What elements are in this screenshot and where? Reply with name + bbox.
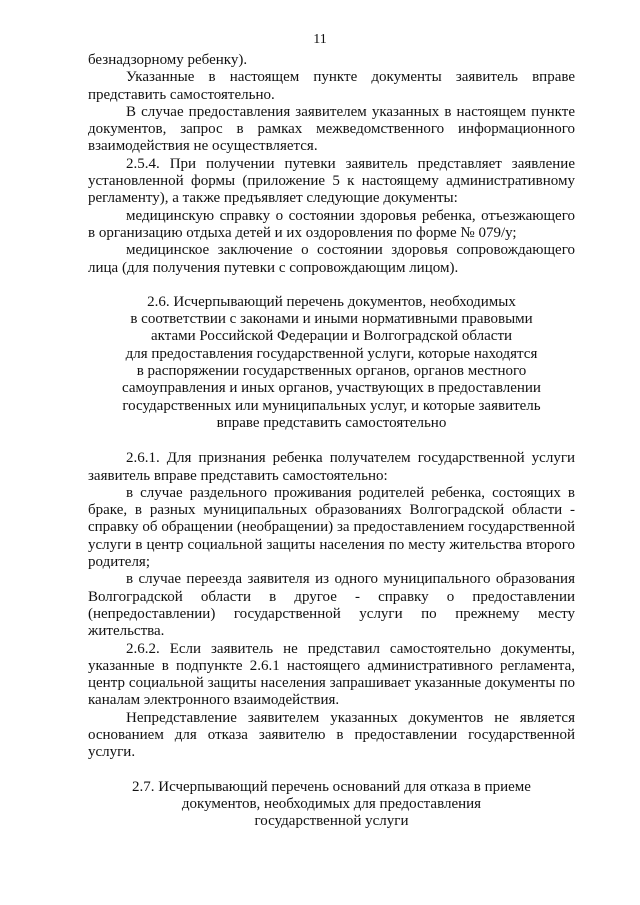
page-number: 11 (313, 32, 327, 47)
section-heading-2-6 (88, 294, 575, 432)
paragraph-2-6-1: 2.6.1. Для признания ребенка получателем государственной услуги заявитель вправе представить самостоятельно: (88, 450, 575, 484)
paragraph-continuation: безнадзорному ребенку). (88, 52, 248, 68)
paragraph-relocation: в случае переезда заявителя из одного муниципального образования Волгоградской области в другое - справку о предоставлении (непредоставлении) государственной услуги по прежнему месту жительства. (88, 571, 575, 640)
heading-line: 2.6. Исчерпывающий перечень документов, необходимых (147, 293, 516, 310)
heading-line: государственной услуги (254, 813, 409, 830)
spacer (88, 762, 575, 779)
heading-line: для предоставления государственной услуги, которые находятся (125, 345, 538, 362)
heading-line: 2.7. Исчерпывающий перечень оснований для отказа в приеме (132, 778, 531, 795)
paragraph-non-submission: Непредставление заявителем указанных документов не является основанием для отказа заявителю в предоставлении государственной услуги. (88, 709, 575, 761)
paragraph-separate-residence: в случае раздельного проживания родителей ребенка, состоящих в браке, в разных муниципальных образованиях Волгоградской области - справку об обращении (необращении) за предоставлением государственной услуги в центр социальной защиты населения по месту жительства второго родителя; (88, 484, 575, 571)
spacer (88, 277, 575, 294)
section-heading-2-7 (88, 779, 575, 831)
heading-line: государственных или муниципальных услуг, и которые заявитель (122, 397, 541, 414)
heading-line: самоуправления и иных органов, участвующих в предоставлении (122, 380, 541, 397)
spacer (88, 432, 575, 450)
heading-line: вправе представить самостоятельно (216, 414, 447, 431)
heading-line: актами Российской Федерации и Волгоградской области (150, 328, 513, 345)
heading-line: в распоряжении государственных органов, органов местного (136, 363, 527, 380)
heading-line: документов, необходимых для предоставления (181, 795, 482, 812)
paragraph-medical-conclusion: медицинское заключение о состоянии здоровья сопровождающего лица (для получения путевки с сопровождающим лицом). (88, 242, 575, 276)
paragraph-2-5-4: 2.5.4. При получении путевки заявитель представляет заявление установленной формы (приложение 5 к настоящему административному регламенту), а также предъявляет следующие документы: (88, 155, 575, 207)
paragraph-medical-certificate: медицинскую справку о состоянии здоровья ребенка, отъезжающего в организацию отдыха детей и их оздоровления по форме № 079/у; (88, 207, 575, 241)
paragraph-2-6-2: 2.6.2. Если заявитель не представил самостоятельно документы, указанные в подпункте 2.6.1 настоящего административного регламента, центр социальной защиты населения запрашивает указанные документы по каналам электронного взаимодействия. (88, 640, 575, 709)
paragraph-self-submission: Указанные в настоящем пункте документы заявитель вправе представить самостоятельно. (88, 69, 575, 103)
paragraph-no-interagency-request: В случае предоставления заявителем указанных в настоящем пункте документов, запрос в рамках межведомственного информационного взаимодействия не осуществляется. (88, 103, 575, 155)
heading-line: в соответствии с законами и иными нормативными правовыми (130, 311, 533, 328)
document-body (88, 52, 575, 830)
